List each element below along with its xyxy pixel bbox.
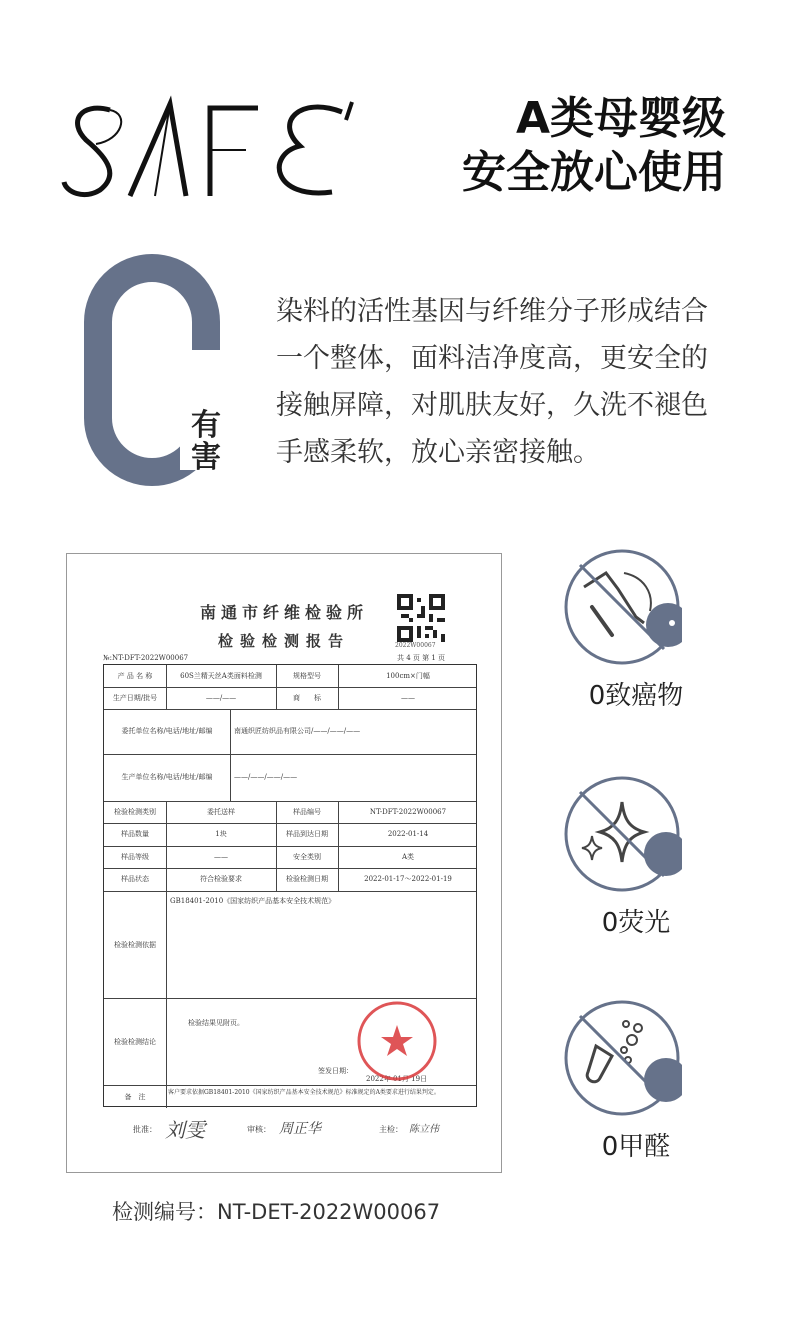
report-page: 共 4 页 第 1 页 <box>397 654 446 662</box>
cell-label: 样品等级 <box>121 853 149 861</box>
test-report-document <box>66 553 502 1173</box>
approve-signature: 刘雯 <box>165 1118 205 1142</box>
cell-label: 安全类别 <box>293 853 321 861</box>
feature-label: 0甲醛 <box>601 1132 671 1162</box>
issue-date-label: 签发日期： <box>318 1067 353 1075</box>
cell-label: 产 品 名 称 <box>117 672 153 680</box>
no-carcinogen-icon <box>562 547 682 667</box>
official-seal-stamp <box>355 999 439 1083</box>
headline <box>462 92 726 200</box>
report-code: 检测编号：NT-DET-2022W00067 <box>112 1200 441 1224</box>
cell-value: NT-DFT-2022W00067 <box>369 808 447 816</box>
cell-value: 符合检验要求 <box>200 875 242 883</box>
feature-label: 0荧光 <box>601 908 671 938</box>
cell-value: GB18401-2010《国家纺织产品基本安全技术规范》 <box>170 897 336 905</box>
review-label: 审核： <box>247 1125 271 1134</box>
cell-label: 生产日期/批号 <box>112 694 158 702</box>
intro-line: 染料的活性基因与纤维分子形成结合 <box>276 296 708 327</box>
zero-badge-label: 有害 <box>191 408 221 475</box>
cell-value: 客户要求依据GB18401-2010《国家纺织产品基本安全技术规范》标准规定的A类要求进行结果判定。 <box>168 1089 440 1096</box>
zero-harmful-badge <box>84 254 224 490</box>
cell-value: 60S兰精天丝A类面料检测 <box>180 672 262 680</box>
cell-label: 委托单位名称/电话/地址/邮编 <box>121 727 213 735</box>
approve-label: 批准： <box>133 1125 157 1134</box>
intro-line: 接触屏障，对肌肤友好，久洗不褪色 <box>276 390 708 421</box>
report-title: 检验检测报告 <box>217 632 350 650</box>
cell-value: 2022-01-17～2022-01-19 <box>364 875 452 883</box>
cell-label: 检验检测依据 <box>114 941 156 949</box>
feature-label: 0致癌物 <box>588 681 684 711</box>
cell-label: 规格型号 <box>293 672 321 680</box>
cell-label: 样品编号 <box>293 808 321 816</box>
cell-value: 委托送样 <box>207 808 235 816</box>
cell-label: 商 标 <box>293 694 321 702</box>
review-signature: 周正华 <box>279 1121 321 1137</box>
qr-caption: 2022W00067 <box>395 642 436 649</box>
cell-value: ——/—— <box>205 694 237 702</box>
cell-value: —— <box>214 853 228 861</box>
inspect-label: 主检： <box>379 1125 403 1134</box>
cell-value: 2022-01-14 <box>387 830 429 838</box>
headline-line1: A类母婴级 <box>515 93 726 144</box>
no-formaldehyde-icon <box>562 998 682 1118</box>
no-fluorescence-icon <box>562 774 682 894</box>
intro-line: 手感柔软，放心亲密接触。 <box>276 437 600 468</box>
report-institute: 南通市纤维检验所 <box>199 603 368 622</box>
cell-value: 1块 <box>215 830 227 838</box>
issue-date: 2022年 01月 19日 <box>366 1075 428 1083</box>
cell-label: 备 注 <box>124 1093 146 1101</box>
cell-label: 样品状态 <box>121 875 149 883</box>
intro-line: 一个整体，面料洁净度高，更安全的 <box>276 343 708 374</box>
cell-label: 检验检测日期 <box>286 875 328 883</box>
cell-label: 生产单位名称/电话/地址/邮编 <box>121 773 213 781</box>
headline-line2: 安全放心使用 <box>462 147 726 198</box>
qr-code-icon <box>397 594 445 642</box>
report-number: №:NT-DFT-2022W00067 <box>103 654 189 662</box>
cell-label: 样品到达日期 <box>286 830 328 838</box>
cell-value: —— <box>401 694 415 702</box>
cell-value: ——/——/——/—— <box>234 773 298 781</box>
cell-label: 样品数量 <box>121 830 149 838</box>
cell-value: 100cm×门幅 <box>386 672 430 680</box>
cell-value: 检验结果见附页。 <box>188 1019 244 1027</box>
brand-logo <box>60 92 360 202</box>
cell-value: 南通织匠纺织品有限公司/——/——/—— <box>234 727 361 735</box>
inspect-signature: 陈立伟 <box>409 1124 439 1135</box>
cell-label: 检验检测结论 <box>114 1038 156 1046</box>
intro-text <box>276 288 736 476</box>
cell-value: A类 <box>401 853 415 861</box>
cell-label: 检验检测类别 <box>114 808 156 816</box>
